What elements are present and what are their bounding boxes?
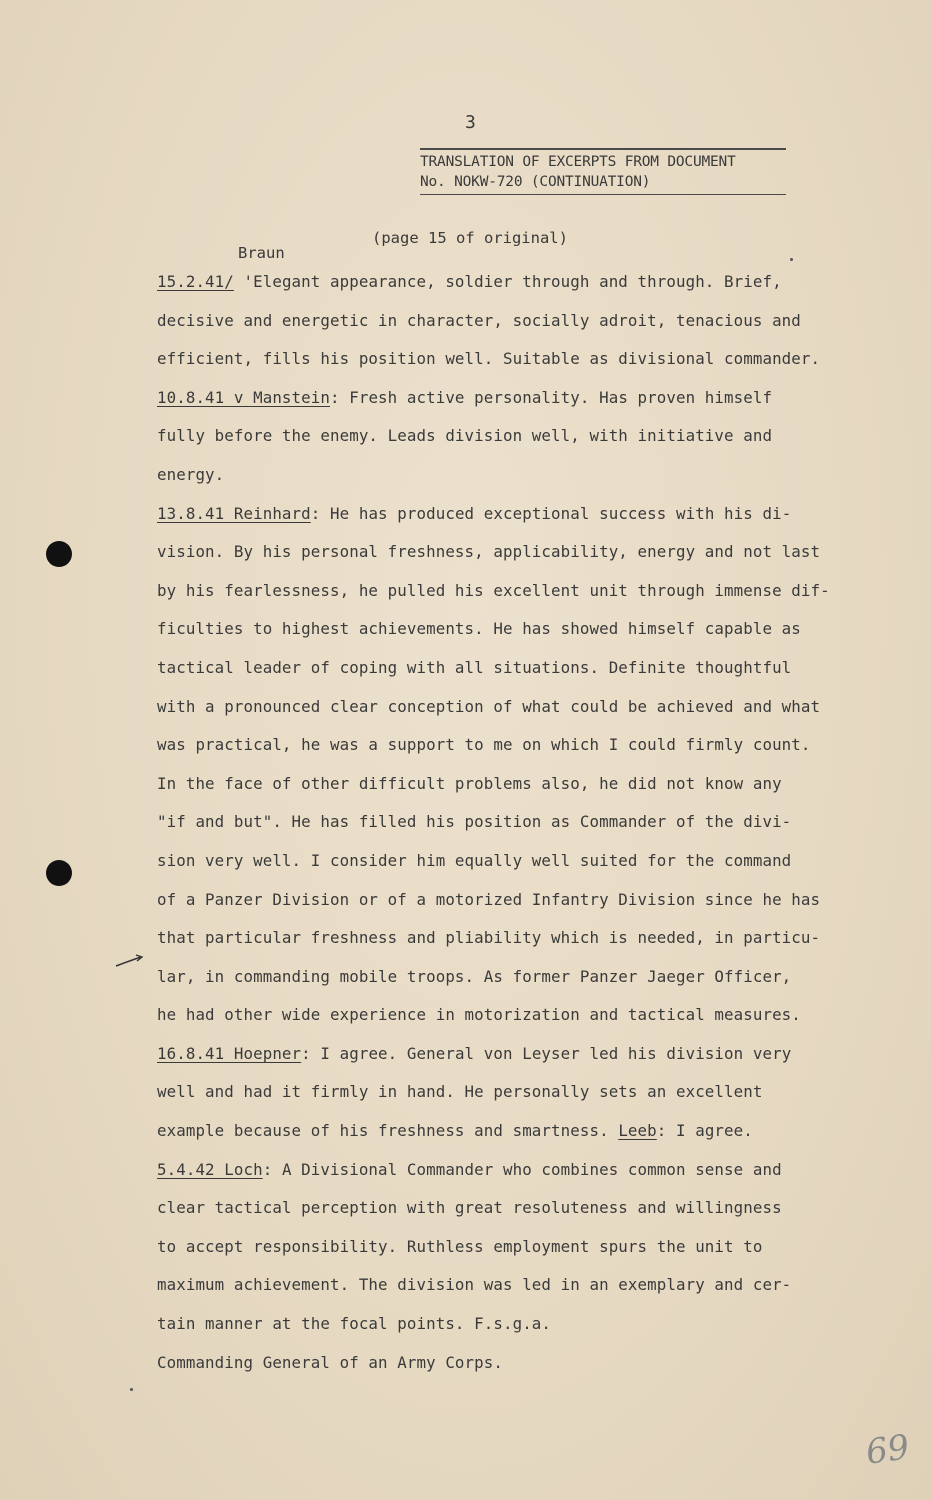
text-line: of a Panzer Division or of a motorized Infantry Division since he has [157, 889, 821, 909]
inserted-name: Braun [238, 244, 285, 262]
text-line [157, 495, 847, 534]
entry-date-label: 16.8.41 Hoepner [157, 1043, 302, 1063]
entry-text: : Fresh active personality. Has proven himself [330, 387, 773, 407]
page-reference: (page 15 of original) [372, 229, 568, 247]
text-line: to accept responsibility. Ruthless employment spurs the unit to [157, 1236, 763, 1256]
entry-date-label: 5.4.42 Loch [157, 1159, 263, 1179]
text-line [157, 1035, 847, 1074]
text-line [157, 1151, 847, 1190]
text-line: efficient, fills his position well. Suitable as divisional commander. [157, 349, 821, 369]
page-number: 3 [465, 112, 476, 133]
document-body [157, 263, 847, 1382]
text-line [157, 1112, 847, 1151]
text-line: was practical, he was a support to me on which I could firmly count. [157, 735, 811, 755]
text-line [157, 263, 847, 302]
entry-text: : I agree. General von Leyser led his division very [301, 1043, 792, 1063]
header-line-2: No. NOKW-720 (CONTINUATION) [420, 174, 651, 190]
punch-hole-bottom [46, 860, 72, 886]
text-line: sion very well. I consider him equally well suited for the command [157, 850, 792, 870]
entry-name-label: Leeb [618, 1121, 657, 1141]
text-line: tactical leader of coping with all situations. Definite thoughtful [157, 657, 792, 677]
text-line: vision. By his personal freshness, applicability, energy and not last [157, 542, 821, 562]
text-line [157, 379, 847, 418]
entry-text: : A Divisional Commander who combines common sense and [262, 1159, 782, 1179]
entry-date-label: 15.2.41/ [157, 272, 234, 291]
entry-text: : I agree. [656, 1121, 753, 1141]
text-line: ficulties to highest achievements. He has showed himself capable as [157, 619, 801, 639]
text-line: Commanding General of an Army Corps. [157, 1352, 503, 1372]
text-line: clear tactical perception with great resoluteness and willingness [157, 1198, 782, 1218]
stray-mark [130, 1388, 133, 1391]
text-line: by his fearlessness, he pulled his excellent unit through immense dif- [157, 580, 830, 600]
document-header [420, 148, 786, 195]
handwritten-page-number: 69 [863, 1427, 912, 1473]
entry-date-label: 13.8.41 Reinhard [157, 503, 311, 523]
margin-arrow-mark [114, 954, 144, 970]
stray-mark [790, 258, 793, 261]
text-line: lar, in commanding mobile troops. As former Panzer Jaeger Officer, [157, 966, 792, 986]
header-line-1: TRANSLATION OF EXCERPTS FROM DOCUMENT [420, 154, 736, 170]
punch-hole-top [46, 541, 72, 567]
entry-text: example because of his freshness and smartness. [157, 1121, 619, 1141]
entry-text: 'Elegant appearance, soldier through and through. Brief, [233, 272, 782, 291]
entry-text: : He has produced exceptional success with his di- [310, 503, 792, 523]
text-line: energy. [157, 464, 225, 484]
text-line: that particular freshness and pliability which is needed, in particu- [157, 928, 821, 948]
text-line: In the face of other difficult problems also, he did not know any [157, 773, 782, 793]
text-line: tain manner at the focal points. F.s.g.a. [157, 1314, 552, 1334]
text-line: with a pronounced clear conception of what could be achieved and what [157, 696, 821, 716]
text-line: well and had it firmly in hand. He personally sets an excellent [157, 1082, 763, 1102]
text-line: "if and but". He has filled his position as Commander of the divi- [157, 812, 792, 832]
text-line: fully before the enemy. Leads division well, with initiative and [157, 426, 773, 446]
entry-date-label: 10.8.41 v Manstein [157, 387, 330, 407]
text-line: decisive and energetic in character, socially adroit, tenacious and [157, 310, 801, 330]
text-line: he had other wide experience in motorization and tactical measures. [157, 1005, 801, 1025]
text-line: maximum achievement. The division was led in an exemplary and cer- [157, 1275, 792, 1295]
